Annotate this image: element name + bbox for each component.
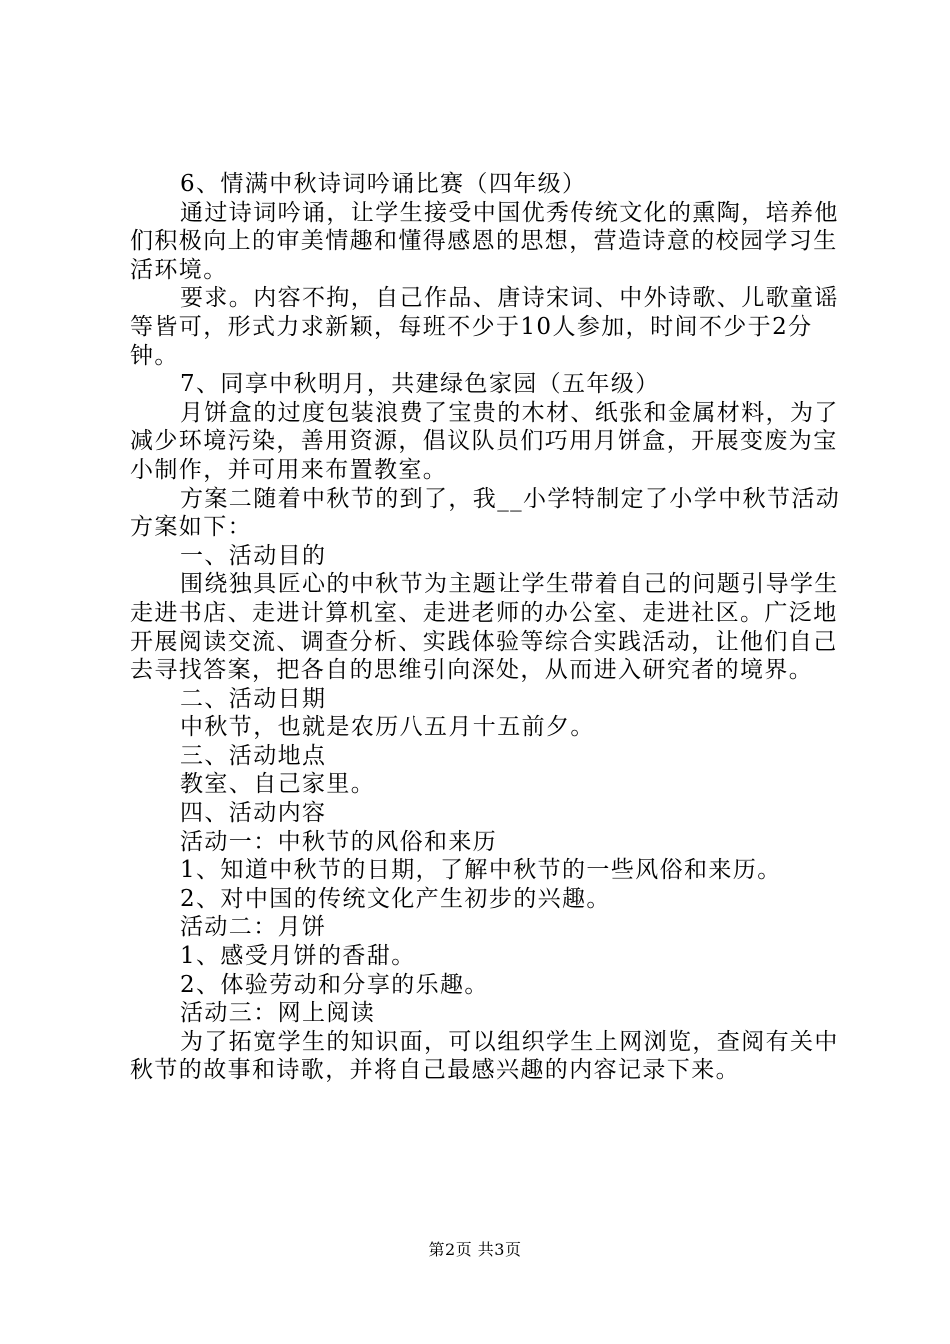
section-heading: 四、活动内容 (180, 800, 327, 827)
paragraph: 为了拓宽学生的知识面，可以组织学生上网浏览，查阅有关中秋节的故事和诗歌，并将自己最感兴趣的内容记录下来。 (130, 1028, 839, 1084)
paragraph: 围绕独具匠心的中秋节为主题让学生带着自己的问题引导学生走进书店、走进计算机室、走进老师的办公室、走进社区。广泛地开展阅读交流、调查分析、实践体验等综合实践活动，让他们自己去寻找答案，把各自的思维引向深处，从而进入研究者的境界。 (130, 571, 839, 684)
paragraph: 方案二随着中秋节的到了，我__小学特制定了小学中秋节活动方案如下： (130, 485, 841, 541)
list-item: 2、对中国的传统文化产生初步的兴趣。 (180, 885, 611, 912)
paragraph: 要求。内容不拘，自己作品、唐诗宋词、中外诗歌、儿歌童谣等皆可，形式力求新颖，每班不少于10人参加，时间不少于2分钟。 (130, 285, 839, 369)
paragraph: 教室、自己家里。 (180, 771, 376, 798)
paragraph: 月饼盒的过度包装浪费了宝贵的木材、纸张和金属材料，为了减少环境污染，善用资源，倡议队员们巧用月饼盒，开展变废为宝小制作，并可用来布置教室。 (130, 399, 839, 483)
activity-heading: 活动三：网上阅读 (180, 1000, 376, 1027)
paragraph: 中秋节，也就是农历八五月十五前夕。 (180, 714, 595, 741)
section-heading: 二、活动日期 (180, 685, 327, 712)
page-number-footer: 第2页 共3页 (428, 1240, 522, 1259)
section-heading: 三、活动地点 (180, 742, 327, 769)
paragraph-heading-7: 7、同享中秋明月，共建绿色家园（五年级） (180, 371, 660, 398)
section-heading: 一、活动目的 (180, 542, 327, 569)
document-body (130, 170, 850, 1085)
paragraph: 通过诗词吟诵，让学生接受中国优秀传统文化的熏陶，培养他们积极向上的审美情趣和懂得感恩的思想，营造诗意的校园学习生活环境。 (130, 199, 839, 283)
activity-heading: 活动二：月饼 (180, 914, 327, 941)
list-item: 1、知道中秋节的日期，了解中秋节的一些风俗和来历。 (180, 857, 782, 884)
list-item: 1、感受月饼的香甜。 (180, 943, 416, 970)
paragraph-heading-6: 6、情满中秋诗词吟诵比赛（四年级） (180, 171, 587, 197)
activity-heading: 活动一：中秋节的风俗和来历 (180, 828, 498, 855)
list-item: 2、体验劳动和分享的乐趣。 (180, 971, 489, 998)
